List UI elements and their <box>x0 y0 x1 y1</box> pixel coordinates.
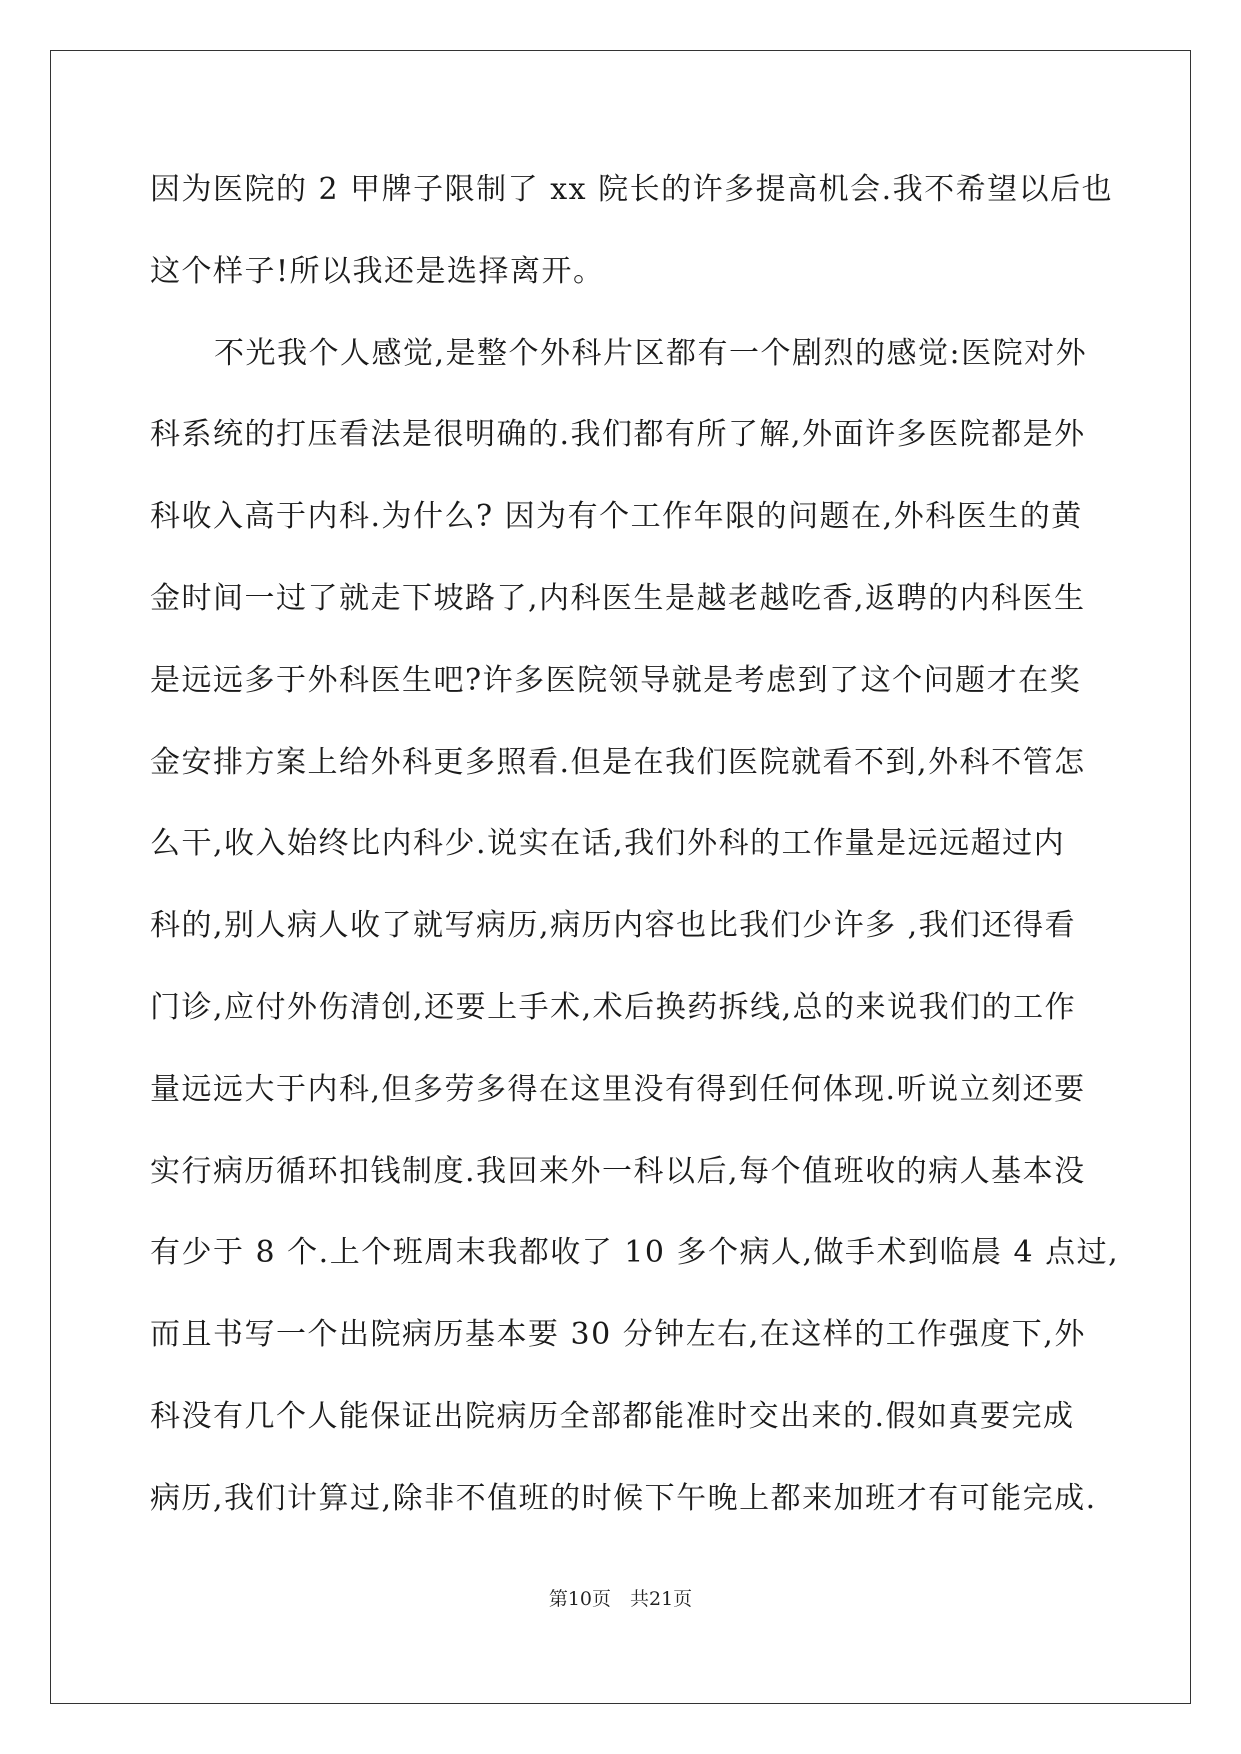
text-line: 科没有几个人能保证出院病历全部都能准时交出来的.假如真要完成 <box>150 1398 1075 1434</box>
text-line: 有少于 8 个.上个班周末我都收了 10 多个病人,做手术到临晨 4 点过, <box>150 1235 1120 1271</box>
text-line: 是远远多于外科医生吧?许多医院领导就是考虑到了这个问题才在奖 <box>150 662 1082 698</box>
paragraph-start-line: 不光我个人感觉,是整个外科片区都有一个剧烈的感觉:医院对外 <box>214 335 1088 371</box>
text-line: 科系统的打压看法是很明确的.我们都有所了解,外面许多医院都是外 <box>150 417 1086 453</box>
document-body <box>150 168 1120 1559</box>
text-line: 么干,收入始终比内科少.说实在话,我们外科的工作量是远远超过内 <box>150 826 1066 862</box>
text-line: 金时间一过了就走下坡路了,内科医生是越老越吃香,返聘的内科医生 <box>150 580 1086 616</box>
text-line: 这个样子!所以我还是选择离开。 <box>150 253 605 289</box>
page-number-footer: 第10页 共21页 <box>548 1588 693 1610</box>
text-line: 门诊,应付外伤清创,还要上手术,术后换药拆线,总的来说我们的工作 <box>150 989 1077 1025</box>
text-line: 科收入高于内科.为什么? 因为有个工作年限的问题在,外科医生的黄 <box>150 499 1083 535</box>
text-line: 因为医院的 2 甲牌子限制了 xx 院长的许多提高机会.我不希望以后也 <box>150 172 1114 207</box>
text-line: 而且书写一个出院病历基本要 30 分钟左右,在这样的工作强度下,外 <box>150 1317 1086 1353</box>
text-line: 科的,别人病人收了就写病历,病历内容也比我们少许多 ,我们还得看 <box>150 908 1077 944</box>
text-line: 病历,我们计算过,除非不值班的时候下午晚上都来加班才有可能完成. <box>150 1480 1097 1516</box>
text-line: 量远远大于内科,但多劳多得在这里没有得到任何体现.听说立刻还要 <box>150 1071 1086 1107</box>
text-line: 实行病历循环扣钱制度.我回来外一科以后,每个值班收的病人基本没 <box>150 1153 1086 1189</box>
text-line: 金安排方案上给外科更多照看.但是在我们医院就看不到,外科不管怎 <box>150 744 1086 780</box>
